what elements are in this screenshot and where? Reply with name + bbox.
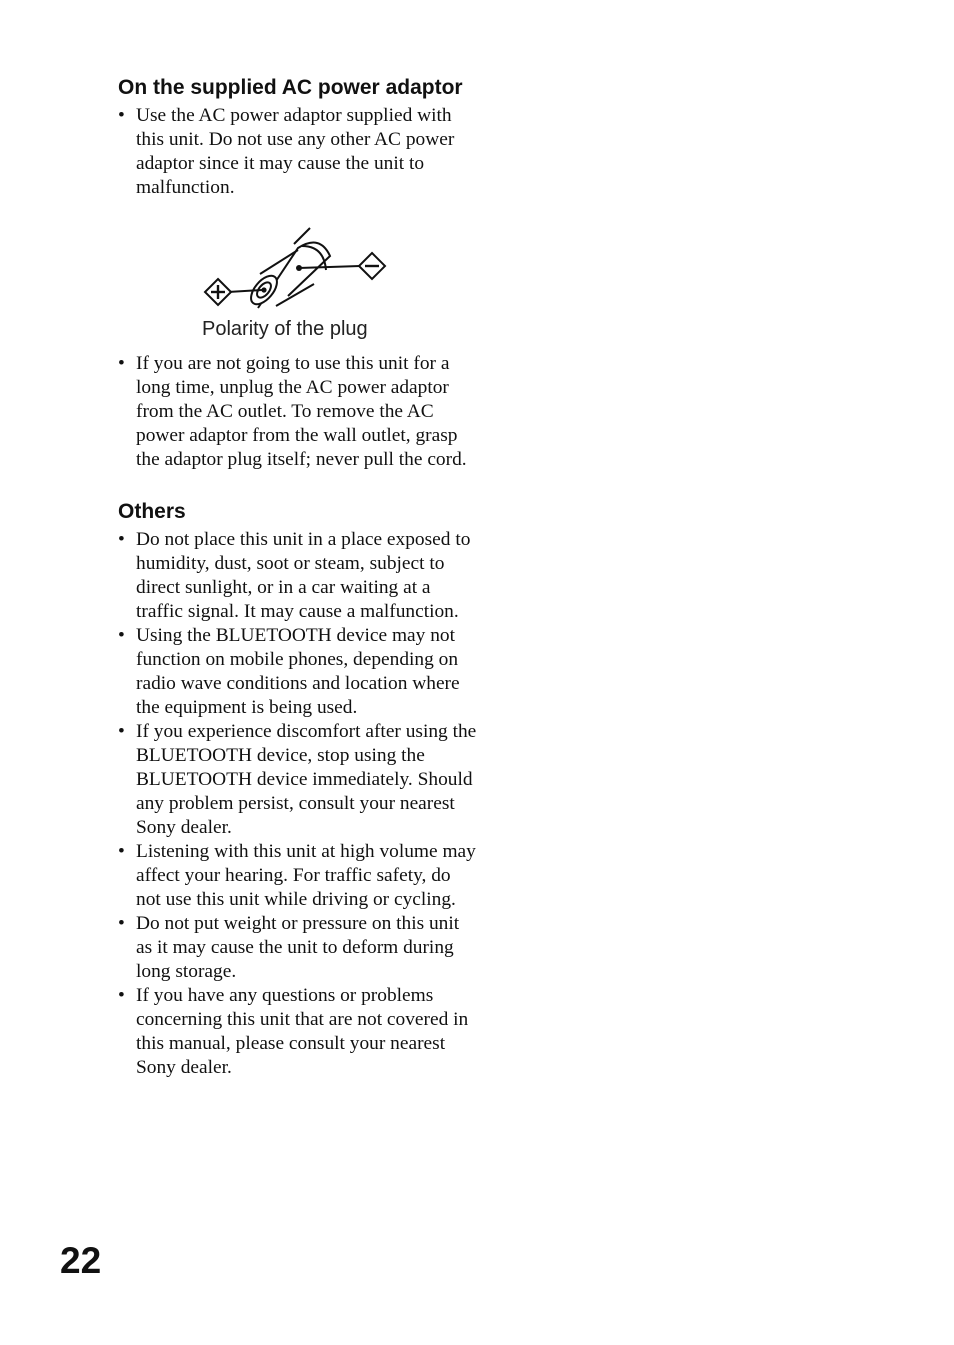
content-column bbox=[118, 72, 478, 1080]
list-item-text: If you experience discomfort after using the BLUETOOTH device, stop using the BLUETOOTH device immediately. Should any problem persist, consult your nearest Sony dealer. bbox=[136, 721, 477, 838]
ac-adaptor-list-continued bbox=[118, 352, 478, 472]
list-item-text: Listening with this unit at high volume may affect your hearing. For traffic safety, do not use this unit while driving or cycling. bbox=[136, 841, 476, 910]
list-item bbox=[118, 104, 478, 200]
bullet: • bbox=[118, 625, 125, 646]
list-item-text: Use the AC power adaptor supplied with this unit. Do not use any other AC power adaptor since it may cause the unit to malfunction. bbox=[136, 105, 455, 198]
others-heading: Others bbox=[118, 500, 186, 523]
list-item bbox=[118, 984, 478, 1080]
bullet: • bbox=[118, 105, 125, 126]
plug-polarity-icon bbox=[202, 226, 392, 314]
ac-adaptor-list bbox=[118, 104, 478, 200]
bullet: • bbox=[118, 353, 125, 374]
list-item-text: If you are not going to use this unit for a long time, unplug the AC power adaptor from the AC outlet. To remove the AC power adaptor from the wall outlet, grasp the adaptor plug itself; never pull the cord. bbox=[136, 353, 467, 470]
plug-polarity-figure bbox=[118, 200, 478, 352]
figure-caption: Polarity of the plug bbox=[202, 318, 368, 340]
list-item bbox=[118, 912, 478, 984]
list-item-text: Do not place this unit in a place exposed to humidity, dust, soot or steam, subject to direct sunlight, or in a car waiting at a traffic signal. It may cause a malfunction. bbox=[136, 529, 471, 622]
list-item bbox=[118, 840, 478, 912]
list-item bbox=[118, 720, 478, 840]
list-item bbox=[118, 528, 478, 624]
bullet: • bbox=[118, 913, 125, 934]
bullet: • bbox=[118, 985, 125, 1006]
list-item-text: Do not put weight or pressure on this unit as it may cause the unit to deform during long storage. bbox=[136, 913, 460, 982]
list-item-text: If you have any questions or problems concerning this unit that are not covered in this manual, please consult your nearest Sony dealer. bbox=[136, 985, 469, 1078]
list-item bbox=[118, 352, 478, 472]
page-number: 22 bbox=[60, 1240, 102, 1281]
ac-adaptor-section bbox=[118, 72, 478, 472]
bullet: • bbox=[118, 721, 125, 742]
others-list bbox=[118, 528, 478, 1080]
bullet: • bbox=[118, 841, 125, 862]
ac-adaptor-heading: On the supplied AC power adaptor bbox=[118, 76, 463, 99]
list-item bbox=[118, 624, 478, 720]
list-item-text: Using the BLUETOOTH device may not function on mobile phones, depending on radio wave conditions and location where the equipment is being used. bbox=[136, 625, 460, 718]
others-section bbox=[118, 496, 478, 1080]
bullet: • bbox=[118, 529, 125, 550]
